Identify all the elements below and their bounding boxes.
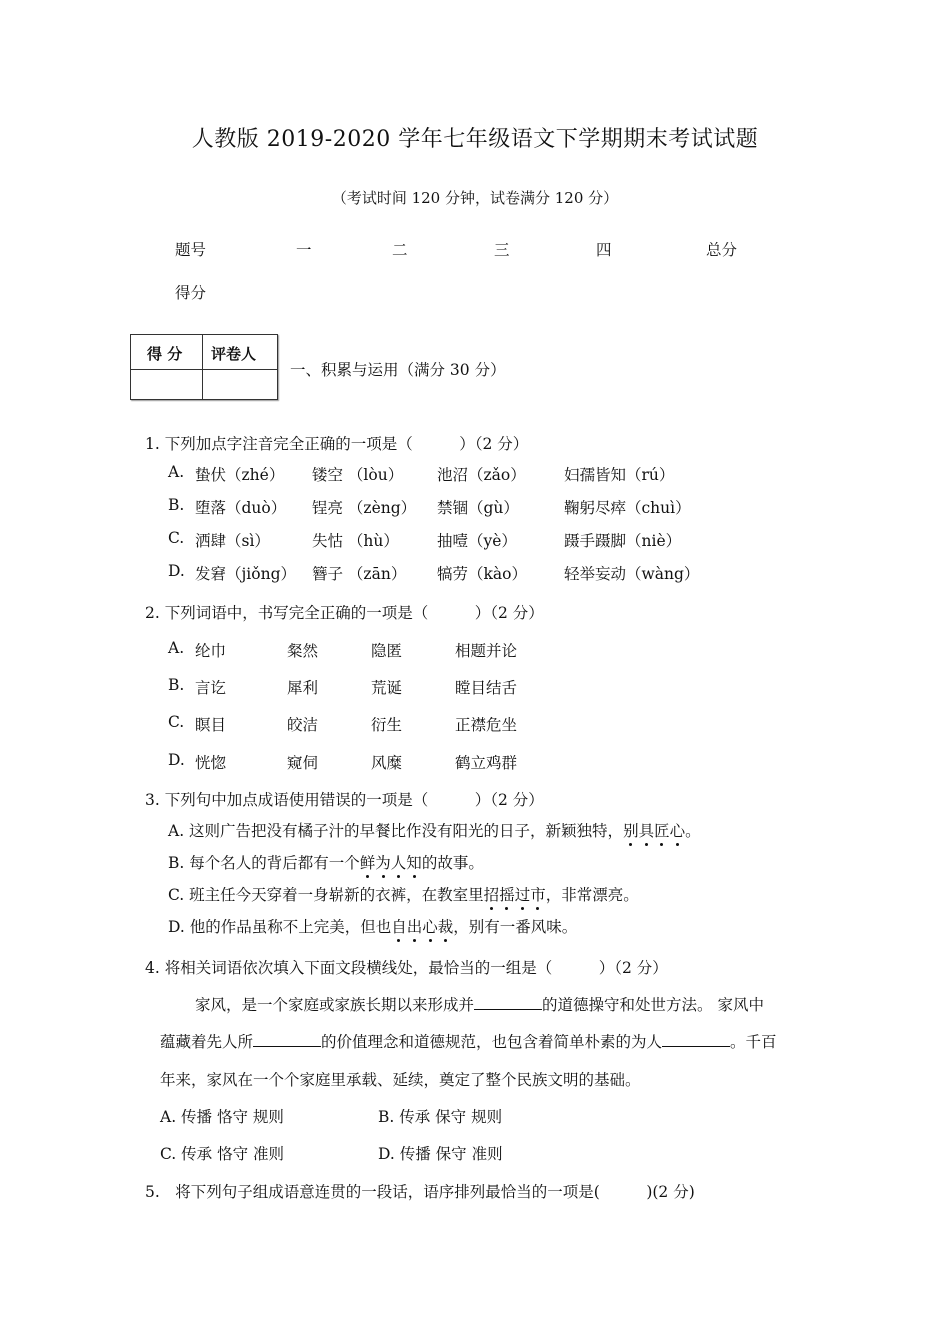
q2-option-letter: A. [168, 639, 185, 657]
fill-blank [253, 1032, 321, 1047]
q1-option-a-word4: 妇孺皆知（rú） [564, 466, 675, 484]
emphasis-dot-char: 市 [530, 883, 546, 905]
grader-box-divider [131, 369, 277, 370]
q3-option-text: 。 [685, 822, 701, 840]
question-4-stem: 4. 将相关词语依次填入下面文段横线处，最恰当的一组是（ ）（2 分） [145, 959, 668, 977]
emphasis-dot-char: 人 [391, 851, 407, 873]
score-row-label: 得分 [175, 284, 207, 302]
q2-word: 正襟危坐 [455, 716, 518, 734]
q3-option-b [168, 851, 484, 873]
q3-option-text: A. 这则广告把没有橘子汁的早餐比作没有阳光的日子，新颖独特， [168, 822, 624, 840]
q2-word: 隐匿 [371, 642, 403, 660]
q2-word: 衍生 [371, 716, 403, 734]
q4-paragraph-line [160, 1030, 777, 1052]
q1-option-c-word2: 失怙 （hù） [312, 532, 399, 550]
q2-option-letter: C. [168, 713, 185, 731]
question-3-stem: 3. 下列句中加点成语使用错误的一项是（ ）（2 分） [145, 791, 544, 809]
q1-option-a-word2: 镂空 （lòu） [312, 466, 404, 484]
q1-option-c-word1: 洒肆（sì） [195, 532, 270, 550]
q4-paragraph-line [195, 993, 764, 1015]
q3-dotted-idiom [391, 918, 453, 936]
emphasis-dot-char: 摇 [499, 883, 515, 905]
q2-word: 相题并论 [455, 642, 518, 660]
emphasis-dot-char: 心 [422, 915, 438, 937]
q1-option-d-word4: 轻举妄动（wàng） [564, 565, 700, 583]
q3-option-text: 的故事。 [421, 854, 484, 872]
q3-option-text: ，别有一番风味。 [453, 918, 578, 936]
emphasis-dot-char: 裁 [438, 915, 454, 937]
q3-dotted-idiom [623, 822, 685, 840]
q1-option-letter: B. [168, 496, 185, 514]
q1-option-a-word1: 蛰伏（zhé） [195, 466, 285, 484]
emphasis-dot-char: 过 [515, 883, 531, 905]
q4-text: 蕴藏着先人所 [160, 1033, 254, 1051]
q2-word: 皎洁 [287, 716, 319, 734]
q3-dotted-idiom [360, 854, 422, 872]
q2-word: 恍惚 [195, 754, 227, 772]
q1-option-b-word2: 锃亮 （zèng） [312, 499, 417, 517]
emphasis-dot-char: 为 [375, 851, 391, 873]
q3-option-d [168, 915, 577, 937]
fill-blank [662, 1032, 730, 1047]
q2-option-letter: B. [168, 676, 185, 694]
q3-option-text: ，非常漂亮。 [545, 886, 639, 904]
score-header-4: 四 [596, 241, 612, 259]
grader-box-divider [202, 335, 203, 399]
question-2-stem: 2. 下列词语中，书写完全正确的一项是（ ）（2 分） [145, 604, 544, 622]
q2-word: 鹤立鸡群 [455, 754, 518, 772]
q3-option-text: B. 每个名人的背后都有一个 [168, 854, 360, 872]
q4-paragraph-line: 年来，家风在一个个家庭里承载、延续，奠定了整个民族文明的基础。 [160, 1071, 641, 1089]
section-heading: 一、积累与运用（满分 30 分） [290, 361, 506, 379]
q4-text: 的价值理念和道德规范，也包含着简单朴素的为人 [321, 1033, 663, 1051]
q4-text: 的道德操守和处世方法。 家风中 [542, 996, 764, 1014]
score-header-total: 总分 [706, 241, 738, 259]
q4-option-b: B. 传承 保守 规则 [378, 1108, 503, 1126]
q2-word: 窥伺 [287, 754, 319, 772]
q2-word: 言讫 [195, 679, 227, 697]
question-1-stem: 1. 下列加点字注音完全正确的一项是（ ）（2 分） [145, 435, 529, 453]
emphasis-dot-char: 具 [639, 819, 655, 841]
q1-option-c-word3: 抽噎（yè） [437, 532, 517, 550]
emphasis-dot-char: 自 [391, 915, 407, 937]
q1-option-d-word2: 簪子 （zān） [312, 565, 407, 583]
q4-text: 。千百 [730, 1033, 777, 1051]
q1-option-letter: D. [168, 562, 185, 580]
q1-option-d-word1: 发窘（jiǒng） [195, 565, 297, 583]
q2-word: 瞑目 [195, 716, 227, 734]
emphasis-dot-char: 招 [484, 883, 500, 905]
q3-option-c [168, 883, 639, 905]
q2-word: 荒诞 [371, 679, 403, 697]
q2-word: 瞠目结舌 [455, 679, 518, 697]
fill-blank [474, 995, 542, 1010]
q1-option-letter: A. [168, 463, 185, 481]
score-header-1: 一 [296, 241, 312, 259]
q4-option-a: A. 传播 恪守 规则 [160, 1108, 284, 1126]
q3-option-a [168, 819, 701, 841]
emphasis-dot-char: 知 [406, 851, 422, 873]
q2-word: 粲然 [287, 642, 319, 660]
q2-word: 风糜 [371, 754, 403, 772]
q3-option-text: D. 他的作品虽称不上完美，但也 [168, 918, 392, 936]
q4-option-d: D. 传播 保守 准则 [378, 1145, 503, 1163]
q1-option-b-word4: 鞠躬尽瘁（chuì） [564, 499, 691, 517]
q3-option-text: C. 班主任今天穿着一身崭新的衣裤，在教室里 [168, 886, 484, 904]
q4-text: 家风，是一个家庭或家族长期以来形成并 [195, 996, 475, 1014]
grader-box-grader-label: 评卷人 [211, 345, 257, 363]
q1-option-b-word3: 禁锢（gù） [437, 499, 519, 517]
q1-option-b-word1: 堕落（duò） [195, 499, 287, 517]
q2-word: 犀利 [287, 679, 319, 697]
q1-option-letter: C. [168, 529, 185, 547]
score-header-number: 题号 [175, 241, 207, 259]
q1-option-a-word3: 池沼（zǎo） [437, 466, 526, 484]
q2-word: 纶巾 [195, 642, 227, 660]
q3-dotted-idiom [484, 886, 546, 904]
q1-option-d-word3: 犒劳（kào） [437, 565, 527, 583]
emphasis-dot-char: 匠 [654, 819, 670, 841]
grader-box-score-label: 得 分 [147, 345, 183, 363]
score-header-2: 二 [392, 241, 408, 259]
question-5-stem: 5. 将下列句子组成语意连贯的一段话，语序排列最恰当的一项是( )(2 分) [145, 1183, 695, 1201]
grader-box [130, 334, 278, 400]
emphasis-dot-char: 鲜 [360, 851, 376, 873]
emphasis-dot-char: 心 [670, 819, 686, 841]
exam-info: （考试时间 120 分钟，试卷满分 120 分） [331, 189, 619, 207]
q1-option-c-word4: 蹑手蹑脚（niè） [564, 532, 682, 550]
score-header-3: 三 [494, 241, 510, 259]
emphasis-dot-char: 别 [623, 819, 639, 841]
q4-option-c: C. 传承 恪守 准则 [160, 1145, 285, 1163]
page-title: 人教版 2019-2020 学年七年级语文下学期期末考试试题 [191, 127, 759, 152]
q2-option-letter: D. [168, 751, 185, 769]
emphasis-dot-char: 出 [407, 915, 423, 937]
